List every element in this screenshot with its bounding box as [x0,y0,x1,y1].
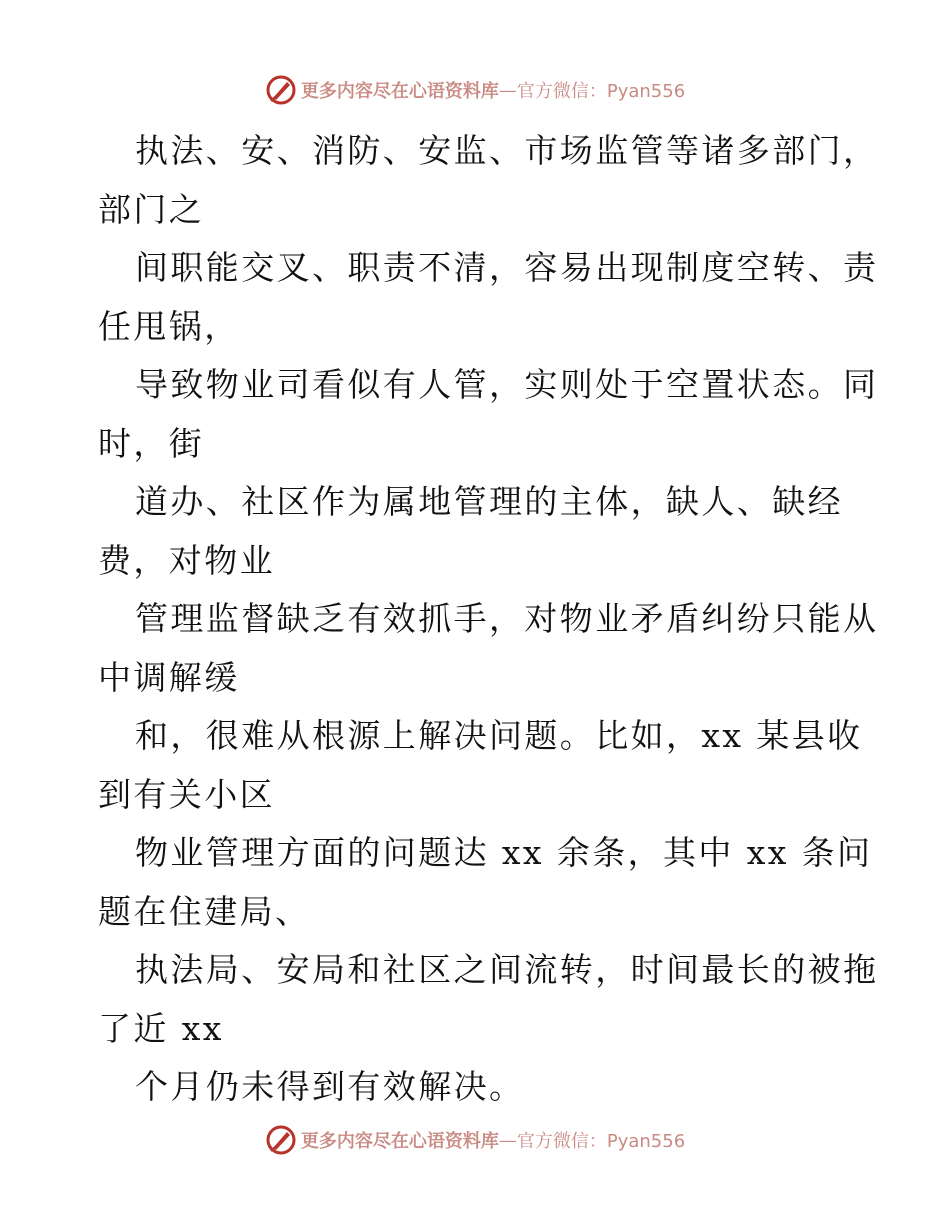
document-body [98,122,878,1117]
body-line: 执法、安、消防、安监、市场监管等诸多部门， [135,131,879,170]
body-line: 了近 xx [98,1008,224,1048]
header-banner [0,70,950,110]
body-line: 到有关小区 [98,774,275,814]
body-line: 执法局、安局和社区之间流转，时间最长的被拖 [135,950,879,989]
body-line: 部门之 [98,189,205,229]
body-line: 管理监督缺乏有效抓手，对物业矛盾纠纷只能从 [135,599,879,638]
banner-dash: — [498,1129,517,1151]
body-line: 任甩锅， [98,306,240,346]
banner-wechat-text: 官方微信：Pyan556 [516,81,686,102]
body-line: 导致物业司看似有人管，实则处于空置状态。同 [135,365,879,404]
body-line: 间职能交叉、职责不清，容易出现制度空转、责 [135,248,879,287]
banner-dash: — [498,79,517,101]
quill-logo-icon [265,74,297,106]
body-line: 个月仍未得到有效解决。 [135,1067,525,1106]
banner-site-text: 更多内容尽在心语资料库 [300,81,499,102]
body-line: 题在住建局、 [98,891,311,931]
banner-wechat-text: 官方微信：Pyan556 [516,1131,686,1152]
body-line: 道办、社区作为属地管理的主体，缺人、缺经 [135,482,843,521]
body-line: 费，对物业 [98,540,275,580]
body-line: 时，街 [98,423,205,463]
footer-banner [0,1120,950,1160]
body-line: 中调解缓 [98,657,240,697]
body-line: 和，很难从根源上解决问题。比如，xx 某县收 [135,716,863,755]
quill-logo-icon [265,1124,297,1156]
banner-site-text: 更多内容尽在心语资料库 [300,1131,499,1152]
body-line: 物业管理方面的问题达 xx 余条，其中 xx 条问 [135,833,873,872]
